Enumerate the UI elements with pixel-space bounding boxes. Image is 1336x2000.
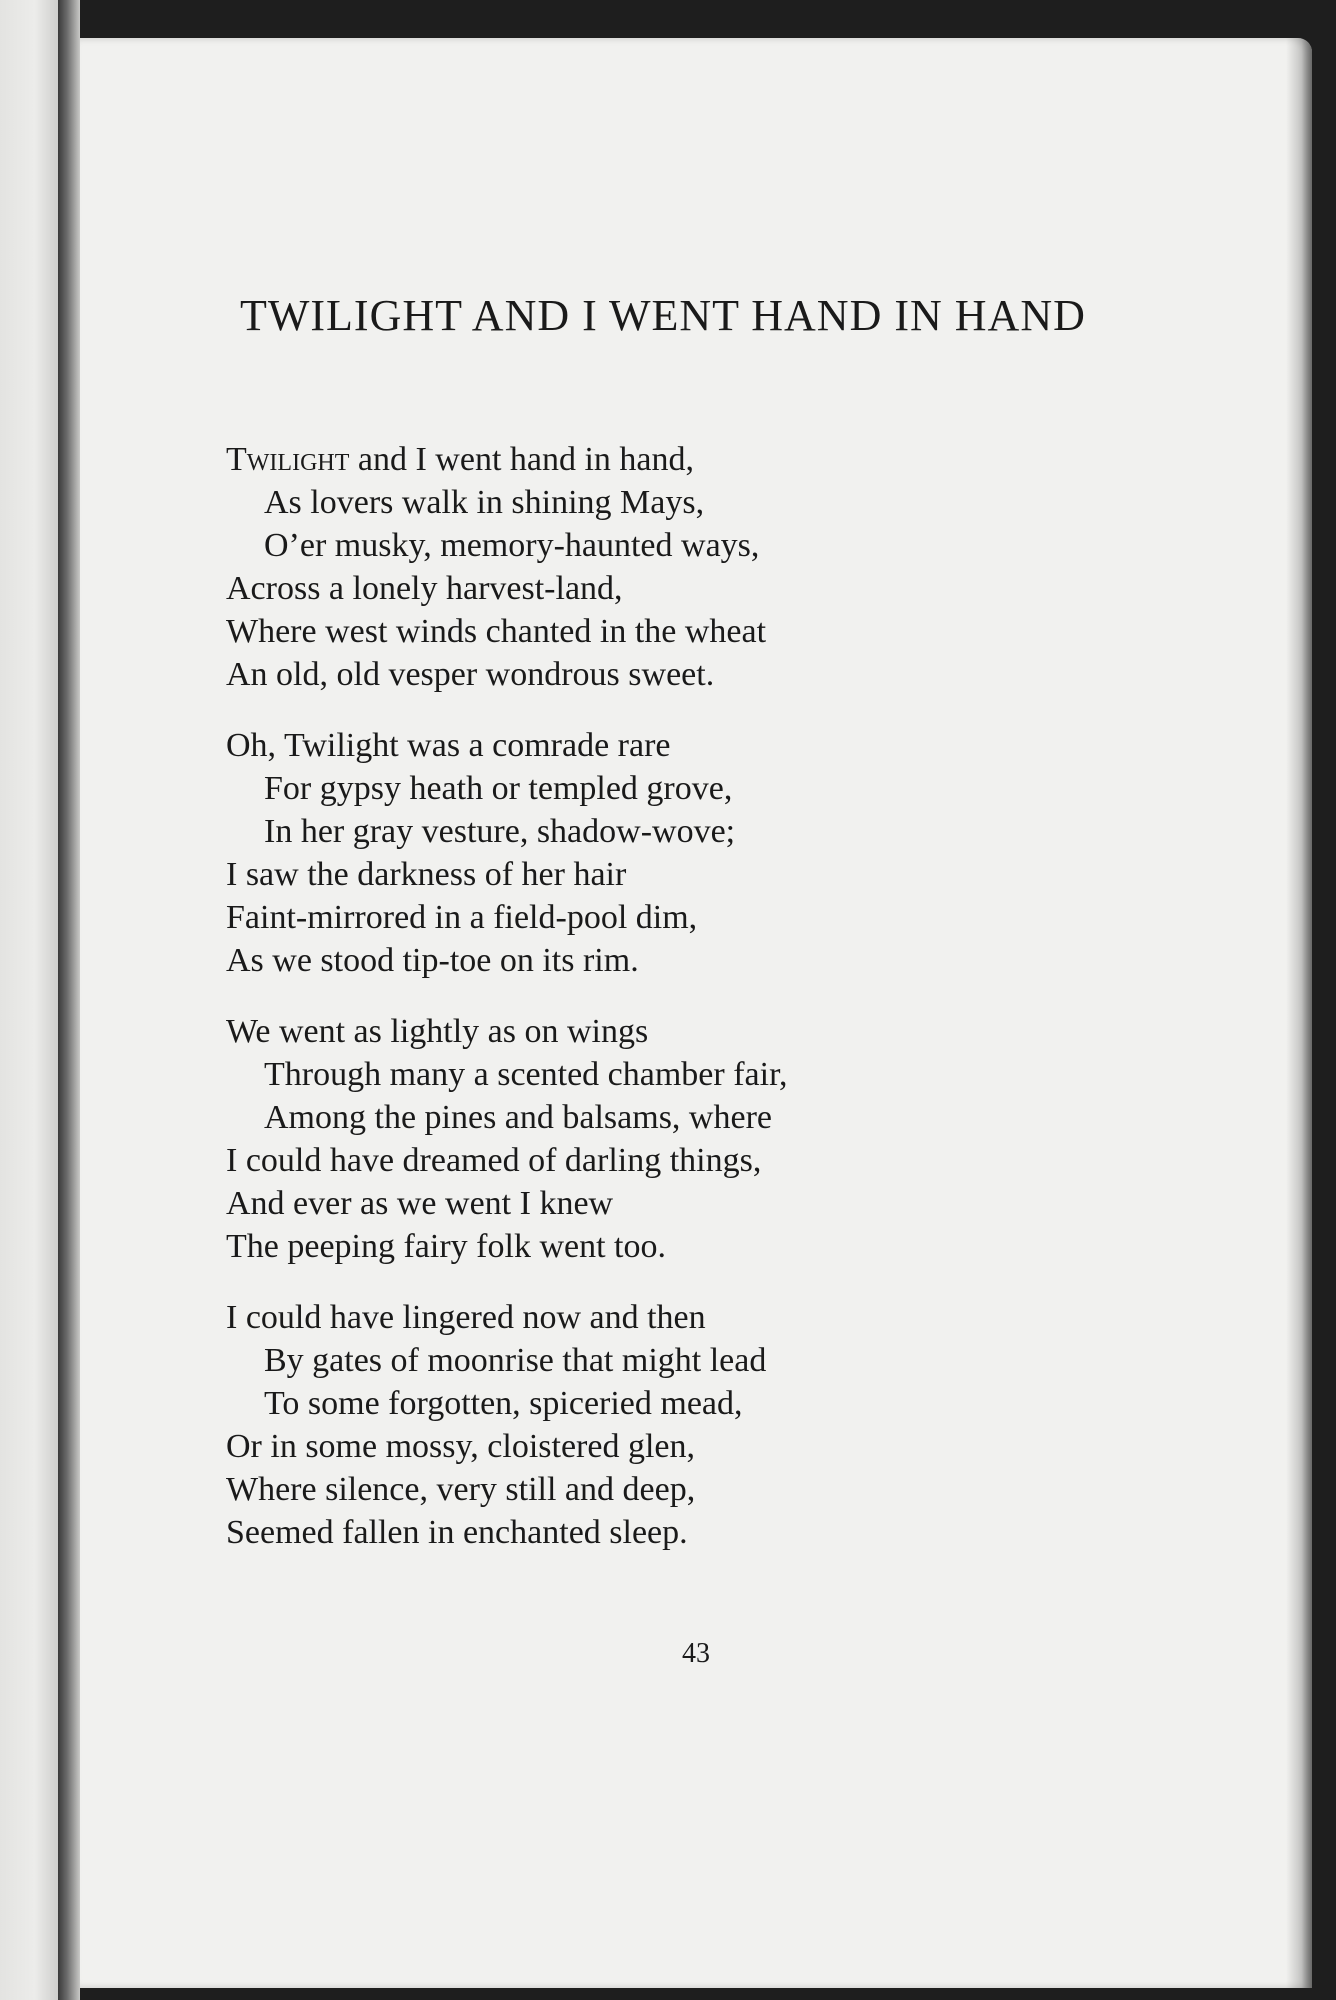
page-edge-shadow [1286, 38, 1312, 1988]
poem-line [226, 438, 1146, 481]
poem-line: Oh, Twilight was a comrade rare [226, 727, 671, 764]
poem-line: By gates of moonrise that might lead [264, 1342, 767, 1379]
poem-line: I could have lingered now and then [226, 1299, 706, 1336]
stanza-4 [226, 1296, 1146, 1554]
poem-title: TWILIGHT AND I WENT HAND IN HAND [240, 291, 1086, 340]
poem-line: An old, old vesper wondrous sweet. [226, 656, 715, 693]
poem-line: Through many a scented chamber fair, [264, 1056, 788, 1093]
poem-line: Where silence, very still and deep, [226, 1471, 696, 1508]
poem-line: As lovers walk in shining Mays, [264, 484, 705, 521]
poem-line: I could have dreamed of darling things, [226, 1142, 762, 1179]
book-gutter [58, 0, 80, 2000]
first-line-rest: and I went hand in hand, [349, 441, 695, 478]
poem-line: O’er musky, memory-haunted ways, [264, 527, 760, 564]
poem-line: We went as lightly as on wings [226, 1013, 649, 1050]
stanza-1 [226, 438, 1146, 696]
poem-body [226, 438, 1146, 1582]
page-number: 43 [682, 1638, 710, 1669]
poem-line: Where west winds chanted in the wheat [226, 613, 767, 650]
poem-line: Or in some mossy, cloistered glen, [226, 1428, 695, 1465]
stanza-2 [226, 724, 1146, 982]
left-page-edge [0, 0, 58, 2000]
poem-line: Faint-mirrored in a field-pool dim, [226, 899, 698, 936]
poem-line: Among the pines and balsams, where [264, 1099, 772, 1136]
poem-line: To some forgotten, spiceried mead, [264, 1385, 743, 1422]
book-page [80, 38, 1312, 1988]
poem-line: I saw the darkness of her hair [226, 856, 627, 893]
poem-line: And ever as we went I knew [226, 1185, 614, 1222]
poem-line: In her gray vesture, shadow-wove; [264, 813, 736, 850]
drop-word: Twilight [226, 441, 350, 478]
poem-line: For gypsy heath or templed grove, [264, 770, 733, 807]
stanza-3 [226, 1010, 1146, 1268]
poem-line: The peeping fairy folk went too. [226, 1228, 666, 1265]
poem-line: As we stood tip-toe on its rim. [226, 942, 639, 979]
poem-line: Across a lonely harvest-land, [226, 570, 623, 607]
poem-line: Seemed fallen in enchanted sleep. [226, 1514, 688, 1551]
